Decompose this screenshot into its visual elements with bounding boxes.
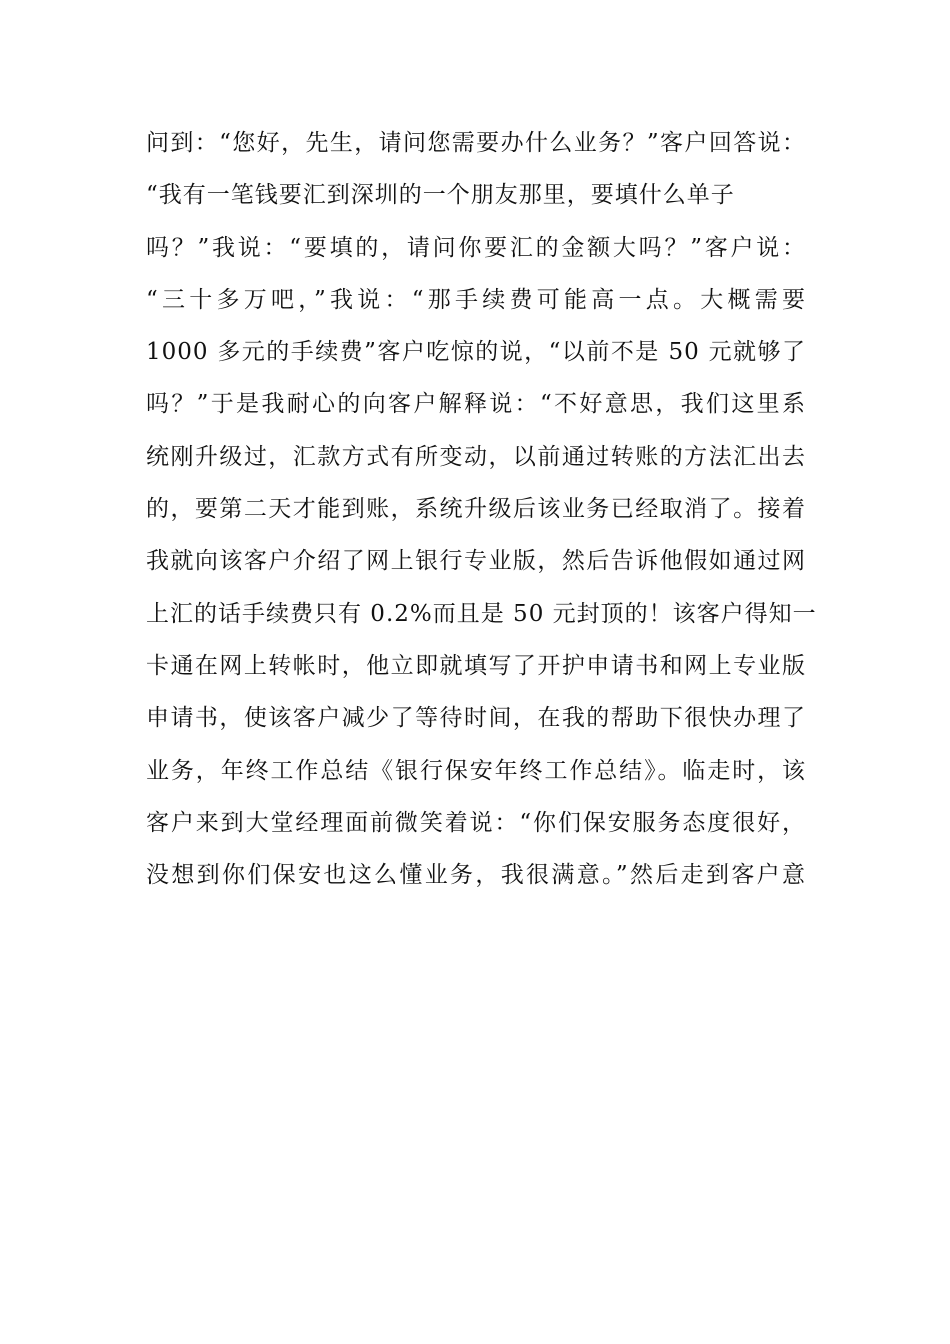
text-line: “我有一笔钱要汇到深圳的一个朋友那里，要填什么单子 (146, 182, 735, 209)
text-line: “三十多万吧，”我说：“那手续费可能高一点。大概需要 (146, 286, 806, 313)
text-line: 的，要第二天才能到账，系统升级后该业务已经取消了。接着 (146, 496, 806, 523)
body-text (146, 128, 817, 912)
text-line: 上汇的话手续费只有 0.2%而且是 50 元封顶的！该客户得知一 (146, 600, 817, 627)
text-line: 业务，年终工作总结《银行保安年终工作总结》。临走时，该 (146, 757, 806, 784)
text-line: 申请书，使该客户减少了等待时间，在我的帮助下很快办理了 (146, 705, 806, 732)
text-line: 卡通在网上转帐时，他立即就填写了开护申请书和网上专业版 (146, 652, 806, 679)
text-line: 客户来到大堂经理面前微笑着说：“你们保安服务态度很好， (146, 809, 806, 836)
text-line: 问到：“您好，先生，请问您需要办什么业务？”客户回答说： (146, 130, 806, 156)
text-line: 统刚升级过，汇款方式有所变动，以前通过转账的方法汇出去 (146, 443, 806, 470)
text-line: 没想到你们保安也这么懂业务，我很满意。”然后走到客户意 (146, 862, 806, 889)
text-line: 我就向该客户介绍了网上银行专业版，然后告诉他假如通过网 (146, 548, 806, 575)
text-line: 1000 多元的手续费”客户吃惊的说，“以前不是 50 元就够了 (146, 339, 806, 366)
text-line: 吗？”我说：“要填的，请问你要汇的金额大吗？”客户说： (146, 234, 806, 261)
text-line: 吗？”于是我耐心的向客户解释说：“不好意思，我们这里系 (146, 391, 806, 418)
